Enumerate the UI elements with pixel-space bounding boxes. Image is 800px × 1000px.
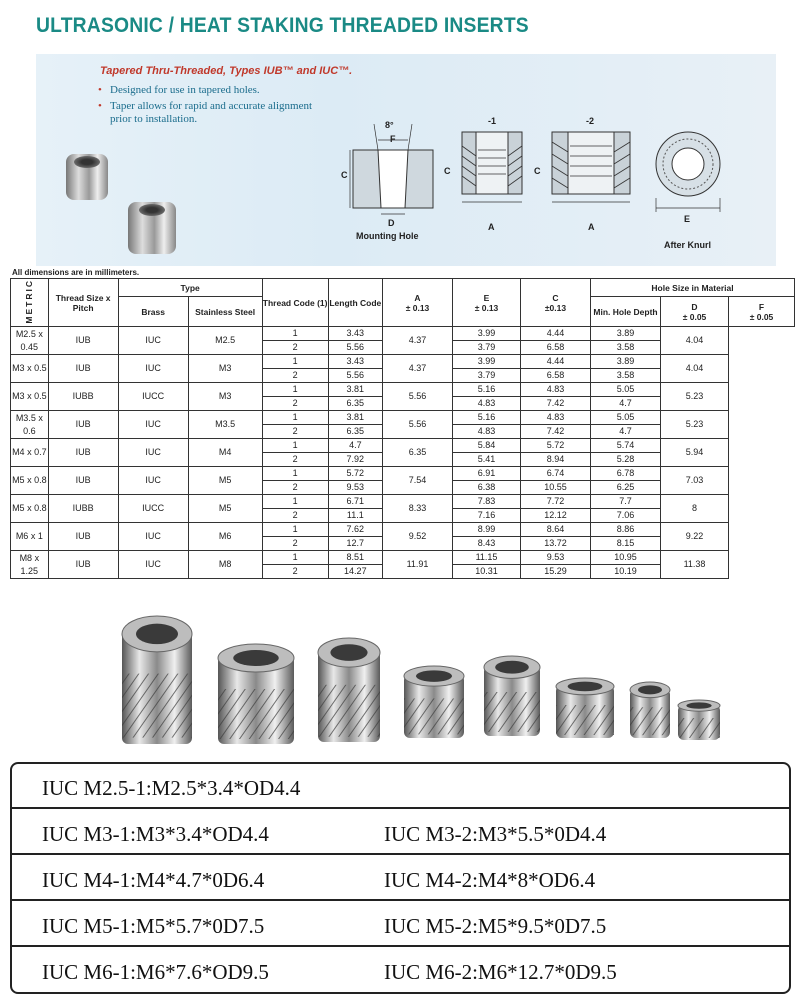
- cell-stainless: IUC: [118, 355, 188, 383]
- cell-a: 12.7: [328, 537, 382, 551]
- cell-thread-code: M5: [188, 467, 262, 495]
- cell-min-hole-depth: 6.58: [521, 341, 591, 355]
- cell-d: 10.95: [591, 551, 661, 565]
- cell-thread-size: M3 x 0.5: [11, 355, 49, 383]
- cell-d: 5.28: [591, 453, 661, 467]
- cell-min-hole-depth: 7.72: [521, 495, 591, 509]
- cell-c: 10.31: [453, 565, 521, 579]
- cell-length-code: 1: [262, 439, 328, 453]
- cell-a: 7.92: [328, 453, 382, 467]
- cell-e: 5.56: [383, 411, 453, 439]
- cell-thread-size: M2.5 x 0.45: [11, 327, 49, 355]
- cell-min-hole-depth: 4.44: [521, 355, 591, 369]
- code-row: [12, 902, 789, 947]
- banner-subtitle: Tapered Thru-Threaded, Types IUB™ and IUC™.: [100, 65, 353, 77]
- cell-brass: IUB: [48, 327, 118, 355]
- cell-length-code: 1: [262, 523, 328, 537]
- cell-d: 10.19: [591, 565, 661, 579]
- cell-c: 7.83: [453, 495, 521, 509]
- table-row: [11, 383, 795, 397]
- header-min-hole-depth: Min. Hole Depth: [591, 297, 661, 327]
- cell-c: 4.83: [453, 425, 521, 439]
- cell-length-code: 2: [262, 537, 328, 551]
- cell-d: 6.25: [591, 481, 661, 495]
- cell-a: 5.72: [328, 467, 382, 481]
- dim-label-a: A: [588, 222, 595, 232]
- cell-thread-code: M8: [188, 551, 262, 579]
- cell-stainless: IUC: [118, 439, 188, 467]
- cell-min-hole-depth: 13.72: [521, 537, 591, 551]
- cell-c: 4.83: [453, 397, 521, 411]
- insert-photo-small: [66, 154, 108, 200]
- cell-f: 5.94: [661, 439, 729, 467]
- cell-length-code: 1: [262, 355, 328, 369]
- part-code: IUC M4-2:M4*8*OD6.4: [384, 868, 596, 892]
- product-photo: [0, 606, 800, 756]
- cell-thread-size: M3.5 x 0.6: [11, 411, 49, 439]
- cell-length-code: 1: [262, 551, 328, 565]
- cell-min-hole-depth: 9.53: [521, 551, 591, 565]
- cell-c: 3.79: [453, 369, 521, 383]
- cell-c: 6.91: [453, 467, 521, 481]
- table-row: [11, 495, 795, 509]
- insert-photo: [484, 656, 540, 736]
- cell-c: 8.99: [453, 523, 521, 537]
- cell-length-code: 1: [262, 467, 328, 481]
- part-code-list: [10, 762, 791, 994]
- table-row: [11, 467, 795, 481]
- cell-d: 8.15: [591, 537, 661, 551]
- cell-length-code: 2: [262, 453, 328, 467]
- mounting-hole-caption: Mounting Hole: [356, 231, 419, 241]
- cell-f: 4.04: [661, 355, 729, 383]
- header-d: D ± 0.05: [661, 297, 729, 327]
- cell-brass: IUB: [48, 439, 118, 467]
- cell-d: 7.06: [591, 509, 661, 523]
- cell-f: 9.22: [661, 523, 729, 551]
- cell-thread-code: M3: [188, 355, 262, 383]
- cell-thread-code: M5: [188, 495, 262, 523]
- part-code: IUC M3-1:M3*3.4*OD4.4: [42, 822, 269, 846]
- cell-e: 4.37: [383, 327, 453, 355]
- metric-side-label: METRIC: [11, 279, 49, 327]
- cell-d: 5.05: [591, 383, 661, 397]
- cell-a: 3.43: [328, 327, 382, 341]
- dash2-label: -2: [586, 116, 595, 126]
- table-row: [11, 327, 795, 341]
- part-code: IUC M6-1:M6*7.6*OD9.5: [42, 960, 269, 984]
- cell-a: 11.1: [328, 509, 382, 523]
- header-stainless: Stainless Steel: [188, 297, 262, 327]
- cell-c: 7.16: [453, 509, 521, 523]
- table-row: [11, 439, 795, 453]
- cell-f: 11.38: [661, 551, 729, 579]
- cell-thread-code: M3.5: [188, 411, 262, 439]
- header-thread-size: Thread Size x Pitch: [48, 279, 118, 327]
- cell-min-hole-depth: 6.74: [521, 467, 591, 481]
- cell-length-code: 1: [262, 495, 328, 509]
- cell-brass: IUB: [48, 411, 118, 439]
- cell-thread-code: M4: [188, 439, 262, 467]
- units-note: All dimensions are in millimeters.: [12, 268, 140, 277]
- cell-a: 9.53: [328, 481, 382, 495]
- cell-c: 6.38: [453, 481, 521, 495]
- cell-d: 6.78: [591, 467, 661, 481]
- cell-a: 14.27: [328, 565, 382, 579]
- cell-f: 7.03: [661, 467, 729, 495]
- cell-a: 5.56: [328, 341, 382, 355]
- code-row: [12, 856, 789, 901]
- cell-a: 6.35: [328, 397, 382, 411]
- header-thread-code: Thread Code (1): [262, 279, 328, 327]
- cell-d: 3.58: [591, 369, 661, 383]
- cell-stainless: IUC: [118, 523, 188, 551]
- cell-thread-code: M6: [188, 523, 262, 551]
- cell-thread-size: M8 x 1.25: [11, 551, 49, 579]
- cell-c: 11.15: [453, 551, 521, 565]
- cell-d: 3.58: [591, 341, 661, 355]
- code-row: [12, 948, 789, 993]
- feature-item: • Designed for use in tapered holes.: [98, 84, 318, 97]
- cell-d: 3.89: [591, 355, 661, 369]
- cell-c: 3.79: [453, 341, 521, 355]
- cell-d: 7.7: [591, 495, 661, 509]
- insert-photo-large: [128, 202, 176, 254]
- cell-c: 3.99: [453, 327, 521, 341]
- dim-label-e: E: [684, 214, 691, 224]
- insert-2-drawing: [546, 126, 636, 206]
- cell-c: 5.16: [453, 383, 521, 397]
- dim-label-c: C: [534, 166, 541, 176]
- table-row: [11, 551, 795, 565]
- cell-length-code: 1: [262, 327, 328, 341]
- cell-c: 8.43: [453, 537, 521, 551]
- insert-photo: [318, 638, 380, 742]
- header-length-code: Length Code: [328, 279, 382, 327]
- cell-c: 5.41: [453, 453, 521, 467]
- header-c: C ±0.13: [521, 279, 591, 327]
- insert-photo: [678, 700, 720, 740]
- cell-thread-code: M2.5: [188, 327, 262, 355]
- product-banner: [36, 54, 776, 266]
- cell-e: 7.54: [383, 467, 453, 495]
- cell-thread-size: M5 x 0.8: [11, 495, 49, 523]
- cell-d: 5.05: [591, 411, 661, 425]
- cell-brass: IUBB: [48, 495, 118, 523]
- cell-min-hole-depth: 4.83: [521, 383, 591, 397]
- insert-photo: [122, 616, 192, 744]
- insert-photo: [404, 666, 464, 738]
- code-row: [12, 764, 789, 809]
- part-code: IUC M4-1:M4*4.7*0D6.4: [42, 868, 265, 892]
- cell-min-hole-depth: 15.29: [521, 565, 591, 579]
- cell-brass: IUB: [48, 523, 118, 551]
- dim-label-c: C: [444, 166, 451, 176]
- insert-photo: [556, 678, 614, 738]
- cell-length-code: 2: [262, 425, 328, 439]
- cell-length-code: 2: [262, 481, 328, 495]
- table-row: [11, 411, 795, 425]
- cell-stainless: IUC: [118, 327, 188, 355]
- cell-length-code: 2: [262, 341, 328, 355]
- dash1-label: -1: [488, 116, 497, 126]
- cell-c: 5.84: [453, 439, 521, 453]
- cell-f: 5.23: [661, 383, 729, 411]
- part-code: IUC M6-2:M6*12.7*0D9.5: [384, 960, 617, 984]
- dim-label-c: C: [341, 170, 348, 180]
- cell-thread-size: M4 x 0.7: [11, 439, 49, 467]
- cell-brass: IUBB: [48, 383, 118, 411]
- cell-a: 3.81: [328, 411, 382, 425]
- cell-brass: IUB: [48, 467, 118, 495]
- header-hole-size: Hole Size in Material: [591, 279, 795, 297]
- cell-a: 6.71: [328, 495, 382, 509]
- cell-min-hole-depth: 4.83: [521, 411, 591, 425]
- cell-brass: IUB: [48, 551, 118, 579]
- part-code: IUC M3-2:M3*5.5*0D4.4: [384, 822, 607, 846]
- cell-d: 5.74: [591, 439, 661, 453]
- cell-thread-code: M3: [188, 383, 262, 411]
- cell-f: 4.04: [661, 327, 729, 355]
- cell-thread-size: M5 x 0.8: [11, 467, 49, 495]
- cell-e: 11.91: [383, 551, 453, 579]
- cell-d: 4.7: [591, 397, 661, 411]
- cell-min-hole-depth: 7.42: [521, 425, 591, 439]
- cell-min-hole-depth: 7.42: [521, 397, 591, 411]
- cell-c: 5.16: [453, 411, 521, 425]
- cell-c: 3.99: [453, 355, 521, 369]
- cell-min-hole-depth: 12.12: [521, 509, 591, 523]
- cell-length-code: 1: [262, 383, 328, 397]
- part-code: IUC M5-1:M5*5.7*0D7.5: [42, 914, 265, 938]
- header-f: F ± 0.05: [729, 297, 795, 327]
- cell-e: 4.37: [383, 355, 453, 383]
- cell-a: 7.62: [328, 523, 382, 537]
- cell-a: 3.81: [328, 383, 382, 397]
- cell-e: 6.35: [383, 439, 453, 467]
- page-title: ULTRASONIC / HEAT STAKING THREADED INSERTS: [36, 14, 529, 37]
- dim-label-f: F: [390, 134, 396, 144]
- cell-d: 4.7: [591, 425, 661, 439]
- header-e: E ± 0.13: [453, 279, 521, 327]
- dim-label-a: A: [488, 222, 495, 232]
- header-a: A ± 0.13: [383, 279, 453, 327]
- cell-thread-size: M3 x 0.5: [11, 383, 49, 411]
- feature-list: [98, 84, 318, 129]
- after-knurl-drawing: [648, 126, 728, 226]
- header-type: Type: [118, 279, 262, 297]
- cell-stainless: IUC: [118, 467, 188, 495]
- insert-1-drawing: [456, 126, 528, 206]
- feature-item: • Taper allows for rapid and accurate alignment prior to installation.: [98, 100, 318, 126]
- cell-min-hole-depth: 6.58: [521, 369, 591, 383]
- cell-min-hole-depth: 8.64: [521, 523, 591, 537]
- after-knurl-caption: After Knurl: [664, 240, 711, 250]
- table-row: [11, 523, 795, 537]
- cell-brass: IUB: [48, 355, 118, 383]
- insert-photo: [218, 644, 294, 744]
- cell-stainless: IUC: [118, 551, 188, 579]
- cell-length-code: 2: [262, 565, 328, 579]
- cell-stainless: IUCC: [118, 383, 188, 411]
- cell-e: 5.56: [383, 383, 453, 411]
- part-code: IUC M5-2:M5*9.5*0D7.5: [384, 914, 607, 938]
- cell-stainless: IUCC: [118, 495, 188, 523]
- cell-length-code: 2: [262, 397, 328, 411]
- cell-length-code: 2: [262, 509, 328, 523]
- cell-stainless: IUC: [118, 411, 188, 439]
- cell-e: 9.52: [383, 523, 453, 551]
- cell-f: 5.23: [661, 411, 729, 439]
- code-row: [12, 810, 789, 855]
- cell-min-hole-depth: 5.72: [521, 439, 591, 453]
- part-code: IUC M2.5-1:M2.5*3.4*OD4.4: [42, 776, 301, 800]
- cell-e: 8.33: [383, 495, 453, 523]
- cell-a: 5.56: [328, 369, 382, 383]
- dim-label-d: D: [388, 218, 395, 228]
- insert-photo: [630, 682, 670, 738]
- cell-d: 3.89: [591, 327, 661, 341]
- cell-length-code: 2: [262, 369, 328, 383]
- header-brass: Brass: [118, 297, 188, 327]
- cell-min-hole-depth: 10.55: [521, 481, 591, 495]
- cell-min-hole-depth: 4.44: [521, 327, 591, 341]
- cell-length-code: 1: [262, 411, 328, 425]
- cell-a: 6.35: [328, 425, 382, 439]
- spec-table: [10, 278, 795, 579]
- table-row: [11, 355, 795, 369]
- cell-a: 4.7: [328, 439, 382, 453]
- cell-thread-size: M6 x 1: [11, 523, 49, 551]
- cell-a: 3.43: [328, 355, 382, 369]
- angle-label: 8°: [385, 120, 394, 130]
- cell-d: 8.86: [591, 523, 661, 537]
- cell-min-hole-depth: 8.94: [521, 453, 591, 467]
- cell-a: 8.51: [328, 551, 382, 565]
- cell-f: 8: [661, 495, 729, 523]
